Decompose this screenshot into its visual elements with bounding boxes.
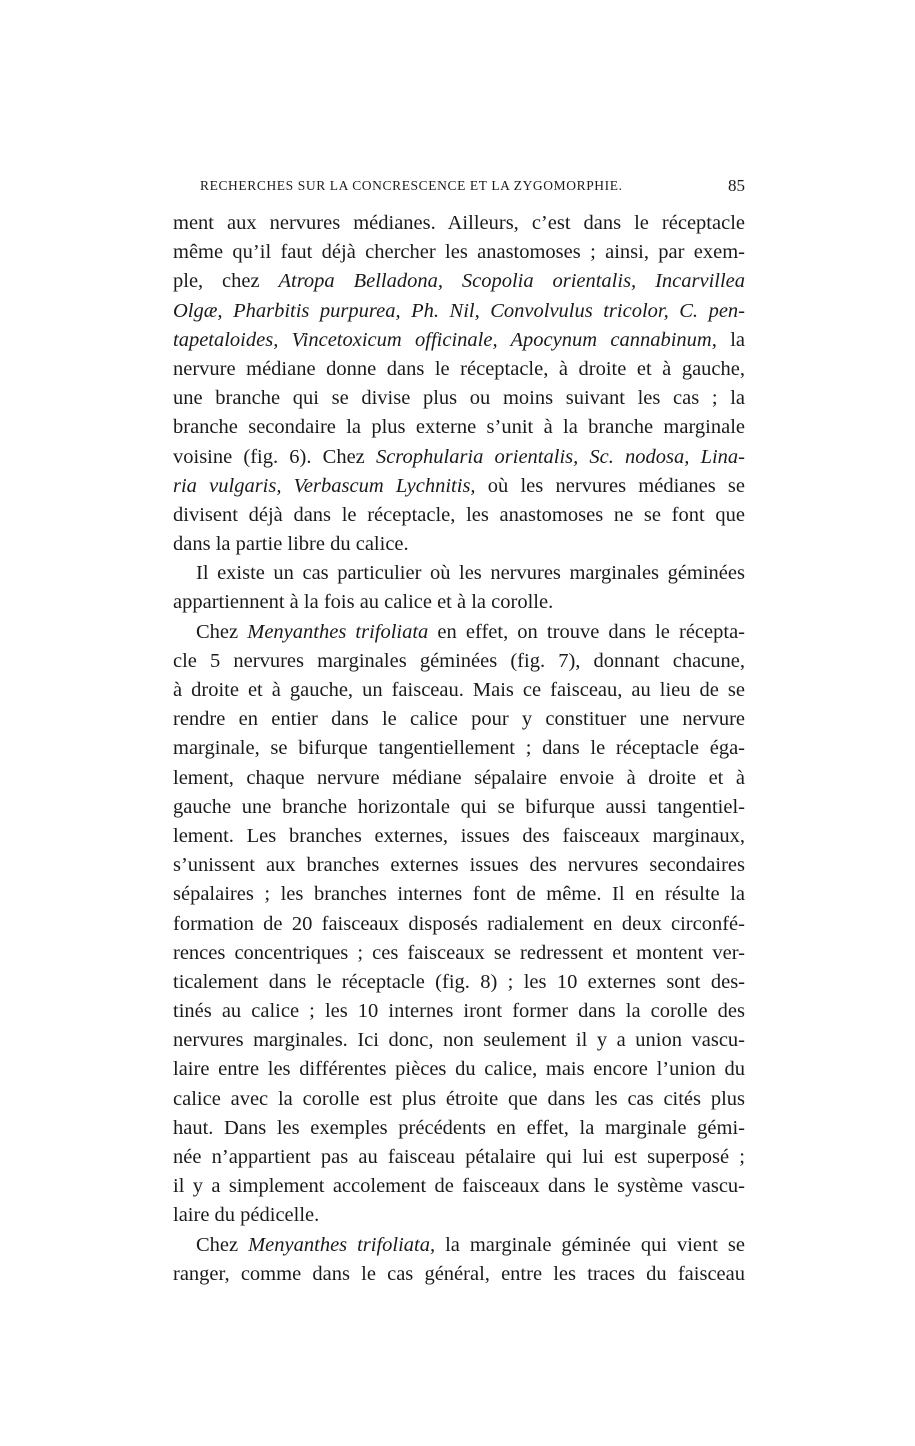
text-line — [173, 443, 745, 472]
text-line — [173, 647, 745, 676]
text-segment: même qu’il faut déjà chercher les anastomoses ; ainsi, par exem- — [173, 241, 745, 264]
text-segment: marginale, se bifurque tangentiellement ; dans le réceptacle éga- — [173, 737, 745, 760]
text-line — [173, 559, 745, 588]
text-line — [173, 472, 745, 501]
italic-taxon-text: Menyanthes trifoliata, — [248, 1233, 436, 1256]
text-line — [173, 997, 745, 1026]
text-line — [173, 822, 745, 851]
running-header — [200, 178, 745, 202]
text-line — [173, 384, 745, 413]
text-line — [173, 968, 745, 997]
text-segment: tinés au calice ; les 10 internes iront former dans la corolle des — [173, 1000, 745, 1023]
text-segment: dans la partie libre du calice. — [173, 533, 409, 556]
text-line — [173, 1231, 745, 1260]
text-segment: Il existe un cas particulier où les nervures marginales géminées — [196, 562, 745, 585]
text-segment: laire entre les différentes pièces du calice, mais encore l’union du — [173, 1058, 745, 1081]
text-line — [173, 851, 745, 880]
text-segment: rences concentriques ; ces faisceaux se redressent et montent ver- — [173, 941, 745, 964]
text-segment: nervures marginales. Ici donc, non seulement il y a union vascu- — [173, 1029, 745, 1052]
text-segment: une branche qui se divise plus ou moins suivant les cas ; la — [173, 387, 745, 410]
text-line — [173, 734, 745, 763]
italic-taxon-text: ria vulgaris, Verbascum Lychnitis, — [173, 474, 476, 497]
text-line — [173, 1260, 745, 1289]
text-segment: ple, chez — [173, 270, 279, 293]
text-segment: sépalaires ; les branches internes font de même. Il en résulte la — [173, 883, 745, 906]
text-segment: il y a simplement accolement de faisceaux dans le système vascu- — [173, 1175, 745, 1198]
text-segment: Chez — [196, 620, 248, 643]
text-line — [173, 413, 745, 442]
text-segment: branche secondaire la plus externe s’unit à la branche marginale — [173, 416, 745, 439]
text-segment: lement, chaque nervure médiane sépalaire envoie à droite et à — [173, 766, 745, 789]
text-segment: cle 5 nervures marginales géminées (fig. 7), donnant chacune, — [173, 649, 745, 672]
text-line — [173, 1114, 745, 1143]
text-line — [173, 676, 745, 705]
body-text — [173, 209, 745, 1289]
text-segment: s’unissent aux branches externes issues des nervures secondaires — [173, 854, 745, 877]
italic-taxon-text: Atropa Belladona, Scopolia orientalis, Incarvillea — [278, 270, 746, 293]
text-segment: ticalement dans le réceptacle (fig. 8) ; les 10 externes sont des- — [173, 970, 745, 993]
text-line — [173, 1055, 745, 1084]
text-segment: à droite et à gauche, un faisceau. Mais ce faisceau, au lieu de se — [173, 679, 745, 701]
text-line — [173, 355, 745, 384]
text-line — [173, 910, 745, 939]
text-line — [173, 764, 745, 793]
text-segment: rendre en entier dans le calice pour y constituer une nervure — [173, 708, 745, 731]
text-segment: gauche une branche horizontale qui se bifurque aussi tangentiel- — [173, 795, 745, 818]
running-title: RECHERCHES SUR LA CONCRESCENCE ET LA ZYGOMORPHIE. — [200, 178, 623, 193]
text-line — [173, 297, 745, 326]
text-segment: Chez — [196, 1233, 249, 1256]
italic-taxon-text: Scrophularia orientalis, Sc. nodosa, Lina- — [375, 445, 745, 468]
text-segment: la marginale géminée qui vient se — [435, 1233, 746, 1256]
page-number: 85 — [728, 176, 745, 195]
text-line — [173, 326, 745, 355]
text-line — [173, 267, 745, 296]
text-line — [173, 501, 745, 530]
text-segment: née n’appartient pas au faisceau pétalaire qui lui est superposé ; — [173, 1146, 745, 1168]
text-segment: appartiennent à la fois au calice et à la corolle. — [173, 591, 554, 614]
italic-taxon-text: Menyanthes trifoliata — [247, 620, 429, 643]
text-segment: en effet, on trouve dans le récepta- — [428, 620, 746, 643]
text-segment: lement. Les branches externes, issues des faisceaux marginaux, — [173, 824, 745, 847]
italic-taxon-text: tapetaloides, Vincetoxicum officinale, Apocynum cannabinum, — [173, 328, 717, 351]
text-line — [173, 209, 745, 238]
text-line — [173, 1172, 745, 1201]
text-segment: haut. Dans les exemples précédents en effet, la marginale gémi- — [173, 1116, 745, 1139]
text-line — [173, 1085, 745, 1114]
text-segment: nervure médiane donne dans le réceptacle, à droite et à gauche, — [173, 357, 745, 380]
text-line — [173, 705, 745, 734]
text-line — [173, 588, 745, 617]
text-segment: où les nervures médianes se — [475, 474, 745, 497]
text-line — [173, 793, 745, 822]
text-line — [173, 1201, 745, 1230]
text-segment: la — [716, 328, 745, 351]
text-segment: laire du pédicelle. — [173, 1204, 320, 1227]
text-segment: ment aux nervures médianes. Ailleurs, c’est dans le réceptacle — [173, 212, 745, 234]
italic-taxon-text: Olgæ, Pharbitis purpurea, Ph. Nil, Convolvulus tricolor, C. pen- — [173, 299, 745, 322]
text-segment: divisent déjà dans le réceptacle, les anastomoses ne se font que — [173, 503, 745, 526]
text-line — [173, 618, 745, 647]
text-segment: voisine (fig. 6). Chez — [173, 445, 376, 468]
text-line — [173, 530, 745, 559]
text-line — [173, 880, 745, 909]
text-segment: formation de 20 faisceaux disposés radialement en deux circonfé- — [173, 912, 745, 935]
text-line — [173, 238, 745, 267]
text-line — [173, 1143, 745, 1172]
text-segment: ranger, comme dans le cas général, entre les traces du faisceau — [173, 1262, 745, 1285]
text-line — [173, 939, 745, 968]
text-line — [173, 1026, 745, 1055]
text-segment: calice avec la corolle est plus étroite que dans les cas cités plus — [173, 1087, 745, 1110]
